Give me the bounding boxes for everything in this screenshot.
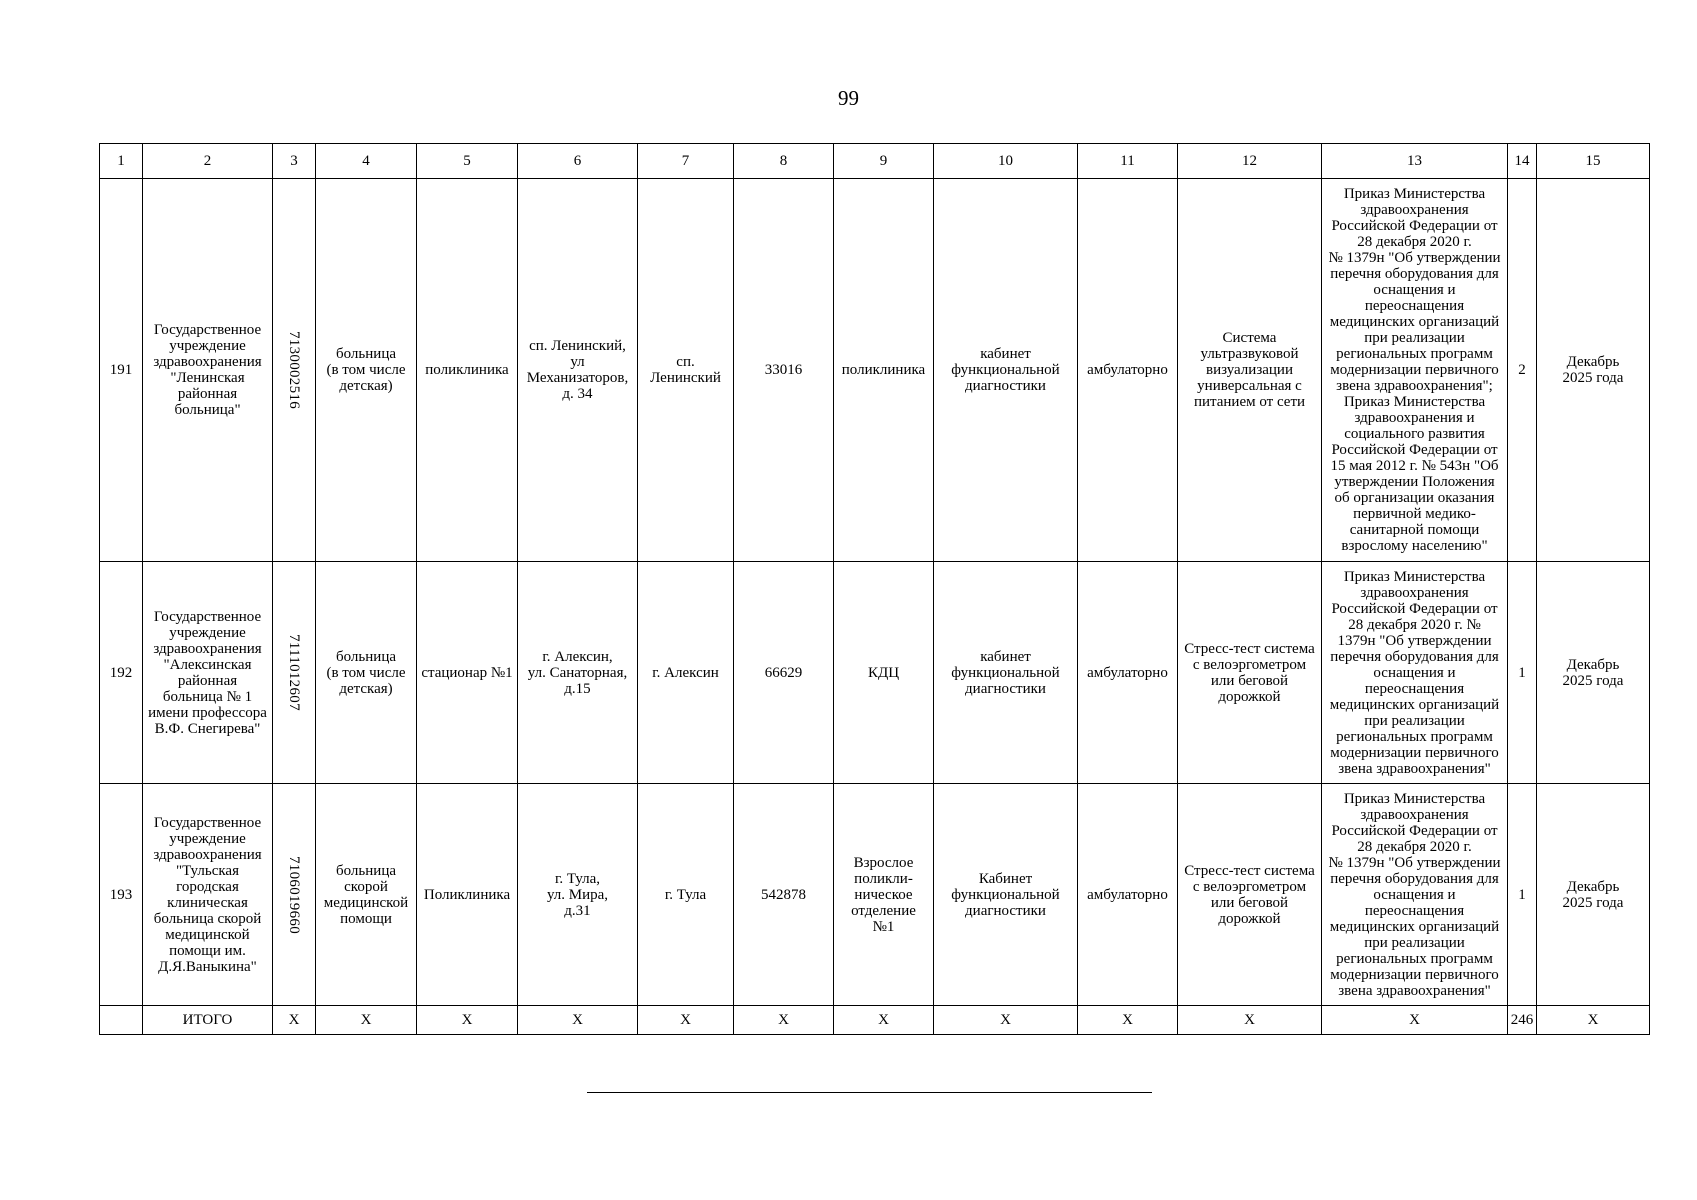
header-cell: 1 — [100, 144, 143, 179]
inn-value: 7130002516 — [286, 331, 302, 409]
organization-name: Государственное учреждение здравоохранения "Тульская городская клиническая больница скорой медицинской помощи им. Д.Я.Ваныкина" — [143, 784, 273, 1006]
locality: г. Тула — [638, 784, 734, 1006]
total-label: ИТОГО — [143, 1006, 273, 1035]
deadline: Декабрь 2025 года — [1537, 784, 1650, 1006]
row-number: 191 — [100, 179, 143, 562]
table-row — [100, 562, 1650, 784]
header-cell: 3 — [273, 144, 316, 179]
header-cell: 6 — [518, 144, 638, 179]
deadline: Декабрь 2025 года — [1537, 562, 1650, 784]
legal-basis: Приказ Министерства здравоохранения Российской Федерации от 28 декабря 2020 г. № 1379н "Об утверждении перечня оборудования для оснащения и переоснащения медицинских организаций при реализации региональных программ модернизации первичного звена здравоохранения" — [1322, 562, 1508, 784]
total-cell: X — [518, 1006, 638, 1035]
organization-type: больница (в том числе детская) — [316, 562, 417, 784]
population: 33016 — [734, 179, 834, 562]
care-condition: амбулаторно — [1078, 179, 1178, 562]
header-cell: 13 — [1322, 144, 1508, 179]
total-number — [100, 1006, 143, 1035]
total-quantity: 246 — [1508, 1006, 1537, 1035]
subdivision: КДЦ — [834, 562, 934, 784]
header-cell: 4 — [316, 144, 417, 179]
header-cell: 9 — [834, 144, 934, 179]
address: сп. Ленинский, ул Механизаторов, д. 34 — [518, 179, 638, 562]
equipment: Система ультразвуковой визуализации универсальная с питанием от сети — [1178, 179, 1322, 562]
structural-unit: поликлиника — [417, 179, 518, 562]
deadline: Декабрь 2025 года — [1537, 179, 1650, 562]
equipment: Стресс-тест система с велоэргометром или беговой дорожкой — [1178, 784, 1322, 1006]
header-cell: 14 — [1508, 144, 1537, 179]
page-number: 99 — [838, 86, 859, 110]
header-cell: 15 — [1537, 144, 1650, 179]
inn-cell — [273, 179, 316, 562]
equipment: Стресс-тест система с велоэргометром или беговой дорожкой — [1178, 562, 1322, 784]
end-of-document-rule — [587, 1092, 1152, 1093]
structural-unit: Поликлиника — [417, 784, 518, 1006]
quantity: 1 — [1508, 784, 1537, 1006]
care-condition: амбулаторно — [1078, 562, 1178, 784]
cabinet: Кабинет функциональной диагностики — [934, 784, 1078, 1006]
cabinet: кабинет функциональной диагностики — [934, 179, 1078, 562]
total-row — [100, 1006, 1650, 1035]
row-number: 192 — [100, 562, 143, 784]
population: 66629 — [734, 562, 834, 784]
inn-value: 7111012607 — [286, 634, 302, 711]
header-cell: 12 — [1178, 144, 1322, 179]
locality: сп. Ленинский — [638, 179, 734, 562]
header-cell: 11 — [1078, 144, 1178, 179]
table-row — [100, 179, 1650, 562]
inn-cell — [273, 784, 316, 1006]
quantity: 1 — [1508, 562, 1537, 784]
structural-unit: стационар №1 — [417, 562, 518, 784]
organization-type: больница (в том числе детская) — [316, 179, 417, 562]
total-cell: X — [834, 1006, 934, 1035]
table-header-row — [100, 144, 1650, 179]
total-cell: X — [1537, 1006, 1650, 1035]
total-cell: X — [273, 1006, 316, 1035]
total-cell: X — [417, 1006, 518, 1035]
header-cell: 7 — [638, 144, 734, 179]
organization-name: Государственное учреждение здравоохранения "Алексинская районная больница № 1 имени профессора В.Ф. Снегирева" — [143, 562, 273, 784]
organization-type: больница скорой медицинской помощи — [316, 784, 417, 1006]
inn-value: 7106019660 — [286, 855, 302, 934]
total-cell: X — [1178, 1006, 1322, 1035]
header-cell: 5 — [417, 144, 518, 179]
inn-cell — [273, 562, 316, 784]
header-cell: 2 — [143, 144, 273, 179]
header-cell: 10 — [934, 144, 1078, 179]
header-cell: 8 — [734, 144, 834, 179]
legal-basis: Приказ Министерства здравоохранения Российской Федерации от 28 декабря 2020 г. № 1379н "Об утверждении перечня оборудования для оснащения и переоснащения медицинских организаций при реализации региональных программ модернизации первичного звена здравоохранения"; Приказ Министерства здравоохранения и социального развития Российской Федерации от 15 мая 2012 г. № 543н "Об утверждении Положения об организации оказания первичной медико- санитарной помощи взрослому населению" — [1322, 179, 1508, 562]
organization-name: Государственное учреждение здравоохранения "Ленинская районная больница" — [143, 179, 273, 562]
total-cell: X — [1078, 1006, 1178, 1035]
total-cell: X — [316, 1006, 417, 1035]
total-cell: X — [638, 1006, 734, 1035]
legal-basis: Приказ Министерства здравоохранения Российской Федерации от 28 декабря 2020 г. № 1379н "Об утверждении перечня оборудования для оснащения и переоснащения медицинских организаций при реализации региональных программ модернизации первичного звена здравоохранения" — [1322, 784, 1508, 1006]
address: г. Тула, ул. Мира, д.31 — [518, 784, 638, 1006]
cabinet: кабинет функциональной диагностики — [934, 562, 1078, 784]
subdivision: Взрослое поликли- ническое отделение №1 — [834, 784, 934, 1006]
care-condition: амбулаторно — [1078, 784, 1178, 1006]
subdivision: поликлиника — [834, 179, 934, 562]
locality: г. Алексин — [638, 562, 734, 784]
table-row — [100, 784, 1650, 1006]
total-cell: X — [734, 1006, 834, 1035]
row-number: 193 — [100, 784, 143, 1006]
equipment-table — [99, 143, 1650, 1035]
quantity: 2 — [1508, 179, 1537, 562]
population: 542878 — [734, 784, 834, 1006]
total-cell: X — [934, 1006, 1078, 1035]
address: г. Алексин, ул. Санаторная, д.15 — [518, 562, 638, 784]
total-cell: X — [1322, 1006, 1508, 1035]
